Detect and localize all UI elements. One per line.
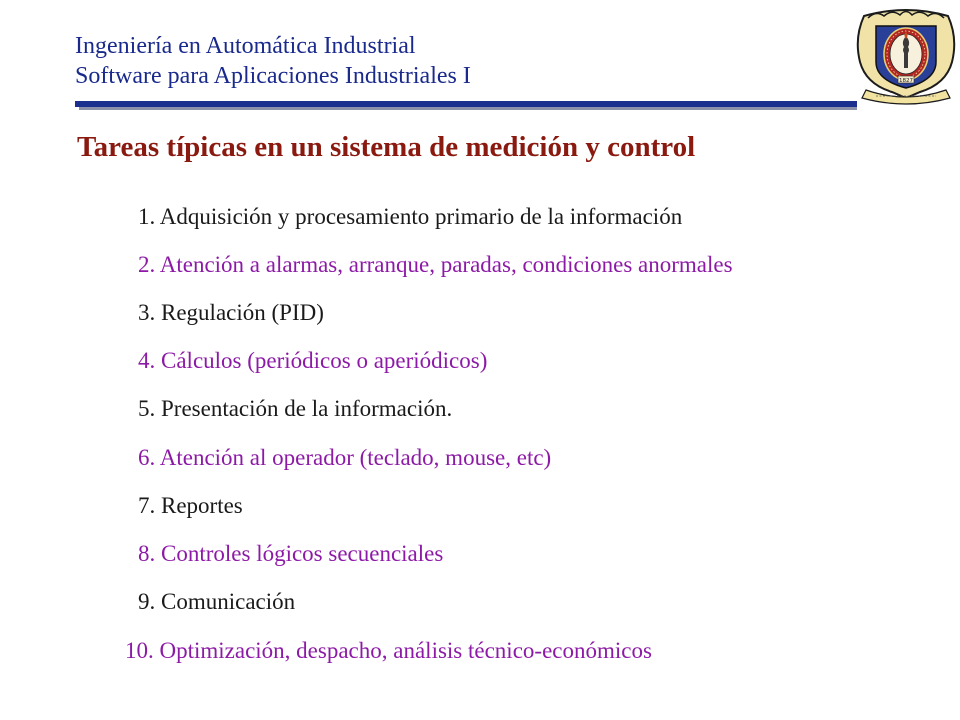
program-name: Ingeniería en Automática Industrial	[75, 33, 416, 59]
task-item-5: 5. Presentación de la información.	[138, 396, 453, 421]
task-item-8: 8. Controles lógicos secuenciales	[138, 541, 444, 566]
task-item-2: 2. Atención a alarmas, arranque, paradas, condiciones anormales	[138, 252, 733, 277]
task-item-10: 10. Optimización, despacho, análisis técnico-económicos	[125, 638, 652, 663]
task-item-1: 1. Adquisición y procesamiento primario de la información	[138, 204, 683, 229]
task-item-6: 6. Atención al operador (teclado, mouse, etc)	[138, 445, 552, 470]
course-name: Software para Aplicaciones Industriales I	[75, 63, 471, 89]
task-item-3: 3. Regulación (PID)	[138, 300, 324, 325]
seal-year: 1827	[899, 78, 913, 84]
university-seal-icon	[854, 6, 958, 106]
task-item-4: 4. Cálculos (periódicos o aperiódicos)	[138, 348, 488, 373]
task-item-7: 7. Reportes	[138, 493, 243, 518]
slide-title: Tareas típicas en un sistema de medición y control	[77, 131, 696, 163]
task-item-9: 9. Comunicación	[138, 589, 296, 614]
